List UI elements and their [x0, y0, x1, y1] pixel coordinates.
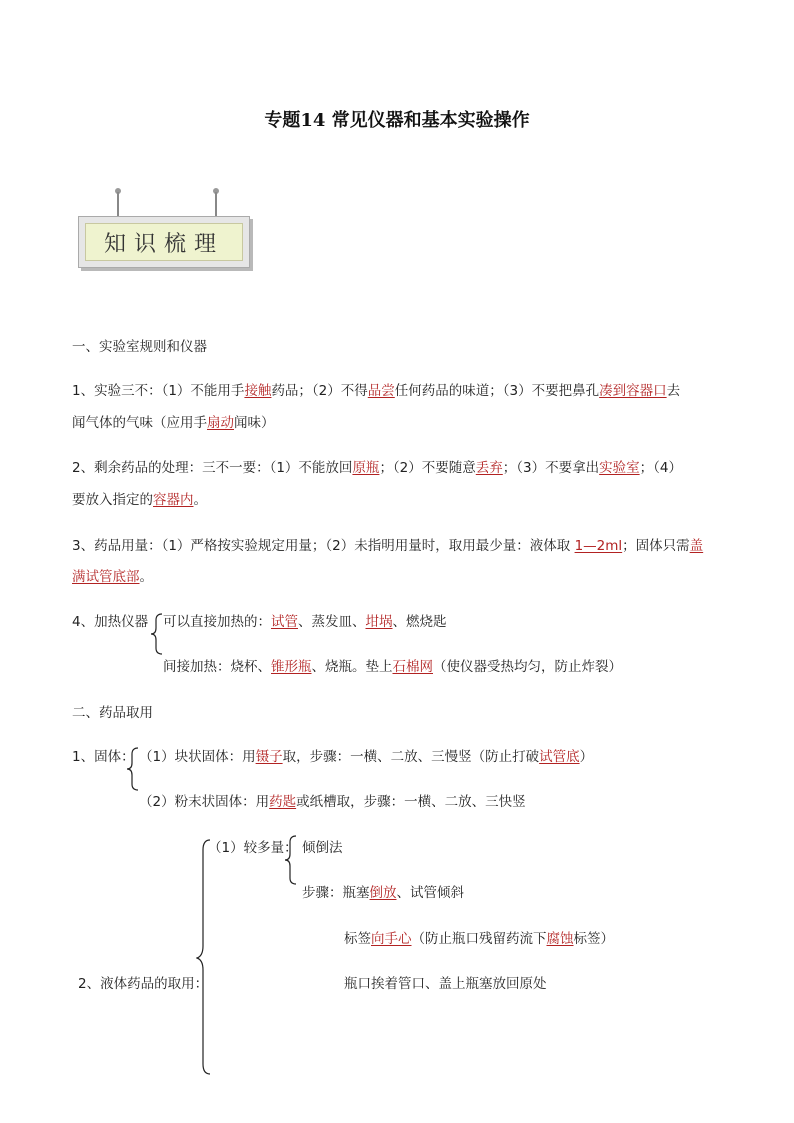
liquid-label-step: 标签向手心（防止瓶口残留药流下腐蚀标签） — [344, 931, 614, 947]
item4-indirect: 间接加热：烧杯、锥形瓶、烧瓶。垫上石棉网（使仪器受热均匀，防止炸裂） — [163, 659, 622, 675]
sign-post-right — [215, 192, 217, 216]
item2-line2: 要放入指定的容器内。 — [72, 492, 207, 508]
liquid-more: （1）较多量： — [208, 840, 298, 856]
item3-line1: 3、药品用量：（1）严格按实验规定用量；（2）未指明用量时，取用最少量：液体取 1—2ml；固体只需盖 — [72, 538, 704, 554]
item3-line2: 满试管底部。 — [72, 569, 153, 585]
sign-board — [78, 216, 250, 268]
liquid-mouth: 瓶口挨着管口、盖上瓶塞放回原处 — [344, 976, 547, 992]
liquid-step: 步骤：瓶塞倒放、试管倾斜 — [302, 885, 464, 901]
solid-powder: （2）粉末状固体：用药匙或纸槽取，步骤：一横、二放、三快竖 — [139, 794, 526, 810]
item4-direct: 可以直接加热的：试管、蒸发皿、坩埚、燃烧匙 — [163, 614, 447, 630]
solid-label: 1、固体： — [72, 749, 135, 765]
sign-text: 知识梳理 — [85, 223, 243, 261]
solid-brace — [126, 746, 140, 792]
solid-lump: （1）块状固体：用镊子取，步骤：一横、二放、三慢竖（防止打破试管底） — [139, 749, 594, 765]
liquid-method: 倾倒法 — [302, 840, 343, 856]
knowledge-sign — [78, 188, 258, 278]
liquid-more-brace — [284, 834, 298, 886]
page-title: 专题14 常见仪器和基本实验操作 — [264, 110, 530, 131]
liquid-big-brace — [196, 838, 212, 1076]
sign-post-left — [117, 192, 119, 216]
item1-line2: 闻气体的气味（应用手扇动闻味） — [72, 415, 275, 431]
section1-heading: 一、实验室规则和仪器 — [72, 339, 207, 355]
item1-line1: 1、实验三不：（1）不能用手接触药品；（2）不得品尝任何药品的味道；（3）不要把鼻孔凑到容器口去 — [72, 383, 681, 399]
item4-brace — [150, 612, 164, 656]
section2-heading: 二、药品取用 — [72, 705, 153, 721]
liquid-label: 2、液体药品的取用： — [78, 976, 209, 992]
item2-line1: 2、剩余药品的处理：三不一要：（1）不能放回原瓶；（2）不要随意丢弃；（3）不要拿出实验室；（4） — [72, 460, 682, 476]
item4-label: 4、加热仪器 — [72, 614, 149, 630]
